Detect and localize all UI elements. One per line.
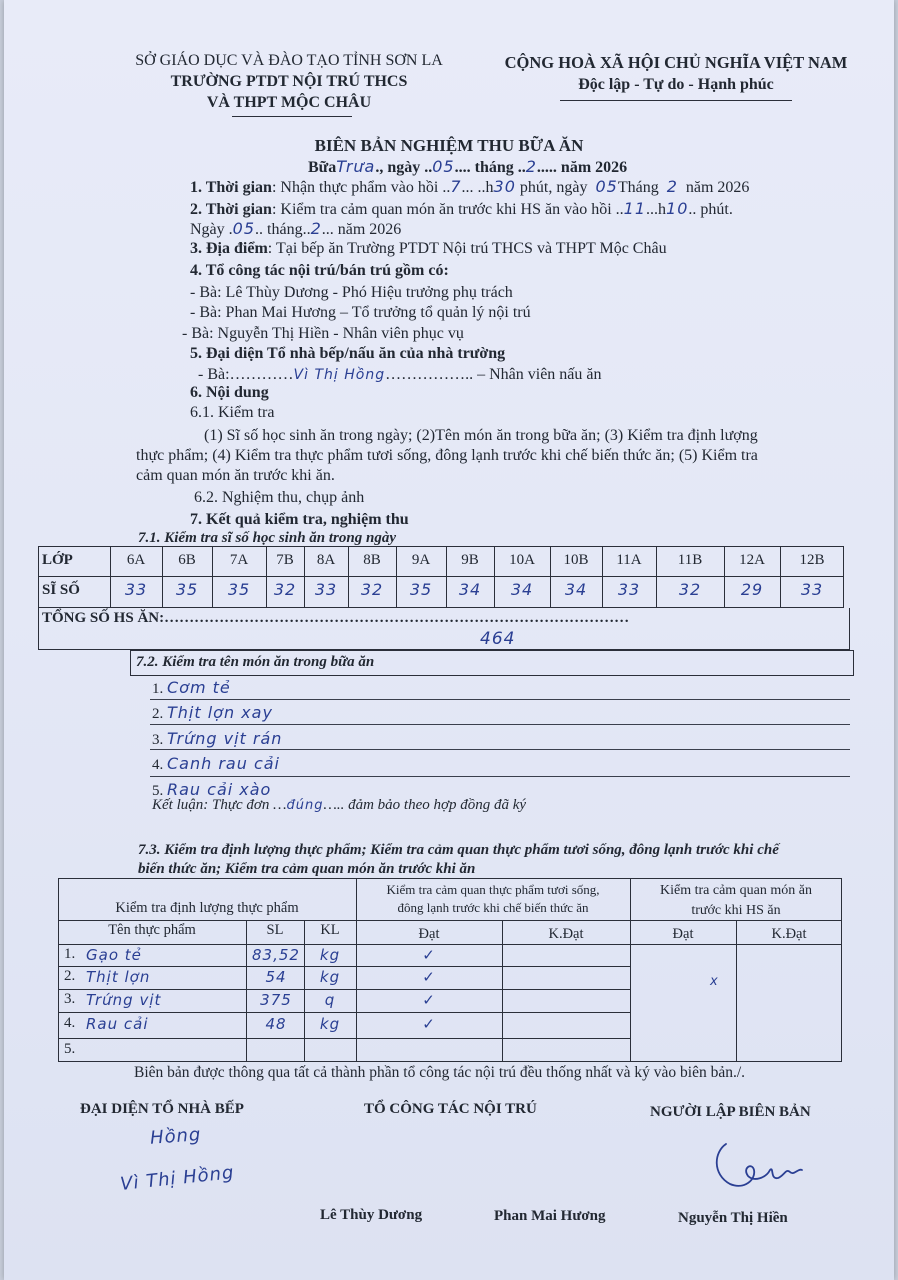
writer-title: NGƯỜI LẬP BIÊN BẢN: [650, 1104, 811, 1120]
row-label-count: SĨ SỐ: [42, 582, 80, 598]
class-name: 6B: [178, 552, 196, 568]
ruled-line: [150, 776, 850, 777]
class-name: 9B: [461, 552, 479, 568]
class-count: 33: [124, 580, 148, 599]
dish-name: Cơm tẻ: [167, 678, 231, 697]
team-member-1: - Bà: Lê Thùy Dương - Phó Hiệu trưởng phụ trách: [190, 284, 513, 301]
class-name: 9A: [411, 552, 431, 568]
republic-motto: Độc lập - Tự do - Hạnh phúc: [578, 76, 774, 93]
dish-number: 4.: [152, 757, 167, 773]
s72-title: 7.2. Kiểm tra tên món ăn trong bữa ăn: [136, 654, 375, 670]
col-group-quantity: Kiểm tra định lượng thực phẩm: [115, 900, 299, 916]
class-name: 11A: [616, 552, 642, 568]
kitchen-signature: Hồng: [149, 1124, 203, 1149]
header-underline-right: [560, 100, 792, 101]
food-quantity: 83,52: [252, 946, 300, 964]
h-divider: [58, 989, 630, 990]
header-dat-fresh: Đạt: [418, 926, 440, 942]
header-kdat-fresh: K.Đạt: [548, 926, 584, 942]
col-group-meal-l1: Kiểm tra cảm quan món ăn: [659, 883, 812, 898]
class-count: 32: [273, 580, 297, 599]
food-unit: kg: [319, 968, 341, 986]
conclusion-value: đúng: [286, 798, 324, 813]
dish-item: [152, 678, 231, 698]
meal-line: BữaTrưa., ngày ..05.... tháng ..2..... năm 2026: [308, 157, 628, 176]
food-row-number: 1.: [64, 946, 76, 962]
header-sl: SL: [266, 922, 284, 938]
dish-name: Trứng vịt rán: [167, 729, 283, 748]
class-name: 11B: [677, 552, 703, 568]
ruled-line: [150, 749, 850, 750]
meal-check-mark: x: [710, 974, 719, 989]
food-name: Trứng vịt: [86, 991, 162, 1009]
food-quantity: 48: [265, 1015, 287, 1033]
s72-conclusion: Kết luận: Thực đơn …đúng….. đảm bảo theo hợp đồng đã ký: [152, 797, 527, 813]
dish-name: Rau cải xào: [167, 780, 272, 799]
school-name-line2: VÀ THPT MỘC CHÂU: [206, 94, 372, 111]
h-divider: [58, 944, 842, 945]
food-row-number: 5.: [64, 1041, 76, 1057]
meal-day: 05: [432, 157, 455, 176]
fresh-check-pass: ✓: [422, 968, 436, 986]
class-name: 7A: [229, 552, 249, 568]
h-divider: [58, 966, 630, 967]
kitchen-rep-title: ĐẠI DIỆN TỔ NHÀ BẾP: [80, 1101, 244, 1117]
team-member-2: - Bà: Phan Mai Hương – Tổ trưởng tổ quản lý nội trú: [190, 304, 531, 321]
dish-name: Thịt lợn xay: [167, 703, 273, 722]
food-name: Gạo tẻ: [86, 946, 142, 964]
class-count: 33: [800, 580, 824, 599]
item-61-p1: (1) Sĩ số học sinh ăn trong ngày; (2)Tên món ăn trong bữa ăn; (3) Kiểm tra định lượng: [204, 427, 758, 444]
total-label: TỔNG SỐ HS ĂN:…………………………………………………………………………………: [42, 610, 630, 626]
col-group-meal-l2: trước khi HS ăn: [691, 903, 781, 918]
item-61: 6.1. Kiểm tra: [190, 404, 275, 421]
dish-number: 2.: [152, 706, 167, 722]
food-unit: kg: [319, 1015, 341, 1033]
document-title: BIÊN BẢN NGHIỆM THU BỮA ĂN: [314, 136, 584, 155]
document-page: [4, 0, 894, 1280]
item-4-heading: 4. Tổ công tác nội trú/bán trú gồm có:: [190, 262, 449, 279]
item-3: 3. Địa điểm: Tại bếp ăn Trường PTDT Nội trú THCS và THPT Mộc Châu: [190, 240, 667, 257]
col-group-fresh-l1: Kiểm tra cảm quan thực phẩm tươi sống,: [386, 882, 600, 897]
item-61-p2: thực phẩm; (4) Kiểm tra thực phẩm tươi sống, đông lạnh trước khi chế biến thức ăn; (5) Kiểm tra: [136, 447, 758, 464]
cook-name: Vì Thị Hồng: [293, 367, 386, 383]
class-count: 35: [175, 580, 199, 599]
dish-item: [152, 754, 280, 774]
class-count: 32: [360, 580, 384, 599]
meal-month: 2: [525, 157, 537, 176]
food-quantity: 54: [265, 968, 287, 986]
item-5-heading: 5. Đại diện Tổ nhà bếp/nấu ăn của nhà trường: [190, 345, 506, 362]
dish-name: Canh rau cải: [167, 754, 280, 773]
class-name: 12A: [739, 552, 765, 568]
v-divider: [246, 920, 247, 1062]
h-divider: [58, 1012, 630, 1013]
item-2: 2. Thời gian: Kiểm tra cảm quan món ăn trước khi HS ăn vào hồi ..11...h10.. phút.: [190, 199, 733, 218]
team-name-1: Lê Thùy Dương: [320, 1207, 423, 1223]
class-count: 34: [458, 580, 482, 599]
class-name: 7B: [276, 552, 294, 568]
meal-value: Trưa: [336, 157, 376, 176]
class-count: 33: [314, 580, 338, 599]
class-count: 29: [740, 580, 764, 599]
s73-title-line2: biến thức ăn; Kiểm tra cảm quan món ăn trước khi ăn: [138, 861, 476, 877]
dish-number: 3.: [152, 732, 167, 748]
total-value: 464: [480, 629, 516, 649]
class-name: 12B: [799, 552, 825, 568]
item-2-date: Ngày .05.. tháng..2... năm 2026: [190, 219, 402, 238]
writer-name: Nguyễn Thị Hiền: [678, 1210, 788, 1226]
s71-title: 7.1. Kiểm tra sĩ số học sinh ăn trong ngày: [138, 530, 396, 546]
s73-title-line1: 7.3. Kiểm tra định lượng thực phẩm; Kiểm tra cảm quan thực phẩm tươi sống, đông lạnh trước khi chế: [138, 842, 779, 858]
item-6-heading: 6. Nội dung: [190, 384, 269, 401]
cook-line: - Bà:…………Vì Thị Hồng…………….. – Nhân viên nấu ăn: [198, 366, 602, 383]
school-name-line1: TRƯỜNG PTDT NỘI TRÚ THCS: [170, 73, 408, 90]
header-underline-left: [232, 116, 352, 117]
header-kdat-meal: K.Đạt: [771, 926, 807, 942]
dish-number: 1.: [152, 681, 167, 697]
dish-item: [152, 729, 282, 749]
food-row-number: 2.: [64, 968, 76, 984]
fresh-check-pass: ✓: [422, 946, 436, 964]
item-1: 1. Thời gian: Nhận thực phẩm vào hồi ..7... ..h30 phút, ngày 05Tháng 2 năm 2026: [190, 177, 750, 196]
food-unit: kg: [319, 946, 341, 964]
ruled-line: [150, 724, 850, 725]
header-kl: KL: [320, 922, 340, 938]
food-row-number: 4.: [64, 1015, 76, 1031]
food-name: Rau cải: [86, 1015, 149, 1033]
kitchen-name-handwritten: Vì Thị Hồng: [119, 1162, 236, 1195]
header-food-name: Tên thực phẩm: [108, 922, 196, 938]
class-name: 8A: [316, 552, 336, 568]
writer-signature: [704, 1140, 814, 1200]
fresh-check-pass: ✓: [422, 991, 436, 1009]
class-name: 8B: [363, 552, 381, 568]
class-count: 33: [617, 580, 641, 599]
food-unit: q: [324, 991, 336, 1009]
h-divider: [58, 920, 842, 921]
item-61-p3: cảm quan món ăn trước khi ăn.: [136, 467, 335, 484]
class-count: 34: [564, 580, 588, 599]
team-member-3: - Bà: Nguyễn Thị Hiền - Nhân viên phục vụ: [182, 325, 464, 342]
item-7-heading: 7. Kết quả kiểm tra, nghiệm thu: [190, 511, 409, 528]
dept-name: SỞ GIÁO DỤC VÀ ĐÀO TẠO TỈNH SƠN LA: [135, 52, 443, 69]
dish-number: 5.: [152, 783, 167, 799]
closing-statement: Biên bản được thông qua tất cả thành phần tổ công tác nội trú đều thống nhất và ký vào biên bản./.: [134, 1064, 746, 1081]
class-count: 34: [510, 580, 534, 599]
fresh-check-pass: ✓: [422, 1015, 436, 1033]
class-name: 10A: [509, 552, 535, 568]
republic-title: CỘNG HOÀ XÃ HỘI CHỦ NGHĨA VIỆT NAM: [504, 53, 848, 72]
food-row-number: 3.: [64, 991, 76, 1007]
ruled-line: [150, 699, 850, 700]
item-62: 6.2. Nghiệm thu, chụp ảnh: [194, 489, 365, 506]
class-name: 10B: [563, 552, 589, 568]
class-name: 6A: [126, 552, 146, 568]
class-count: 35: [409, 580, 433, 599]
row-label-class: LỚP: [42, 552, 73, 568]
header-dat-meal: Đạt: [672, 926, 694, 942]
class-count: 35: [227, 580, 251, 599]
dish-item: [152, 703, 273, 723]
team-name-2: Phan Mai Hương: [494, 1208, 606, 1224]
food-name: Thịt lợn: [86, 968, 151, 986]
h-divider: [58, 1038, 630, 1039]
team-title: TỔ CÔNG TÁC NỘI TRÚ: [364, 1101, 537, 1117]
class-count: 32: [678, 580, 702, 599]
food-quantity: 375: [260, 991, 292, 1009]
col-group-fresh-l2: đông lạnh trước khi chế biến thức ăn: [397, 900, 589, 915]
